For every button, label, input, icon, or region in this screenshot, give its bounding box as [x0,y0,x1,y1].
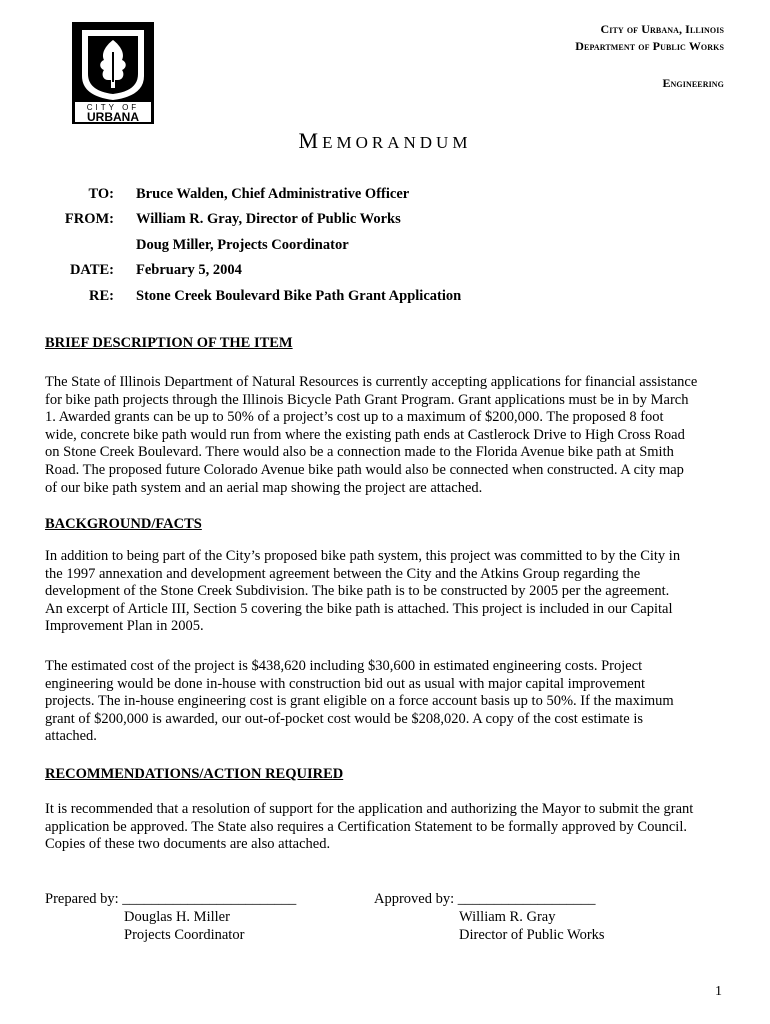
re-label: RE: [89,288,114,304]
recommend-paragraph [45,801,730,854]
memo-title [0,128,770,154]
paragraph-line: of our bike path system and an aerial map showing the project are attached. [45,479,483,496]
paragraph-line: engineering would be done in-house with construction bid out as usual with major capital improvement [45,675,646,692]
paragraph-line: grant of $200,000 is awarded, our out-of-pocket cost would be $208,020. A copy of the cost estimate is [45,710,644,727]
approved-by-name: William R. Gray [459,909,556,925]
background-paragraph-2 [45,658,730,746]
paragraph-line: It is recommended that a resolution of support for the application and authorizing the Mayor to submit the grant [45,801,694,817]
header-department: Department of Public Works [575,39,724,53]
paragraph-line: for bike path projects through the Illinois Bicycle Path Grant Program. Grant applications must be in by March [45,391,689,408]
prepared-by-line: Prepared by: ________________________ [45,891,297,907]
background-heading: BACKGROUND/FACTS [45,516,202,532]
from-label: FROM: [64,211,114,227]
paragraph-line: In addition to being part of the City’s proposed bike path system, this project was committed to by the City in [45,548,681,564]
brief-paragraph [45,374,730,497]
paragraph-line: An excerpt of Article III, Section 5 covering the bike path is attached. This project is included in our Capital [45,600,673,617]
from-value-2: Doug Miller, Projects Coordinator [136,237,349,253]
paragraph-line: projects. The in-house engineering cost is grant eligible on a force account basis up to 50%. If the maximum [45,693,674,710]
approved-by-title: Director of Public Works [459,927,605,943]
from-value-1: William R. Gray, Director of Public Works [136,211,401,227]
date-label: DATE: [69,262,114,278]
paragraph-line: The State of Illinois Department of Natural Resources is currently accepting applications for financial assistance [45,374,698,390]
paragraph-line: wide, concrete bike path would run from where the existing path ends at Castlerock Drive to High Cross Road [45,426,685,443]
paragraph-line: the 1997 annexation and development agreement between the City and the Atkins Group regarding the [45,565,641,582]
brief-heading: BRIEF DESCRIPTION OF THE ITEM [45,335,293,351]
memo-title-rest: EMORANDUM [322,133,472,152]
paragraph-line: Road. The proposed future Colorado Avenue bike path would also be connected when constructed. A city map [45,461,684,478]
to-value: Bruce Walden, Chief Administrative Officer [136,186,410,202]
paragraph-line: The estimated cost of the project is $438,620 including $30,600 in estimated engineering costs. Project [45,658,643,674]
paragraph-line: on Stone Creek Boulevard. There would also be a connection made to the Florida Avenue bike path at Smith [45,444,674,461]
approved-by-line: Approved by: ___________________ [374,891,596,907]
header-division: Engineering [662,76,724,90]
paragraph-line: attached. [45,728,97,745]
date-value: February 5, 2004 [136,262,242,278]
prepared-by-title: Projects Coordinator [124,927,245,943]
header-city: City of Urbana, Illinois [600,22,724,36]
re-value: Stone Creek Boulevard Bike Path Grant Application [136,288,462,304]
prepared-by-name: Douglas H. Miller [124,909,230,925]
logo-text-bottom: URBANA [87,110,139,124]
logo-text-top: CITY OF [86,103,140,112]
paragraph-line: Copies of these two documents are also attached. [45,836,331,853]
memo-title-initial: M [298,128,323,153]
to-label: TO: [88,186,114,202]
city-of-urbana-logo-icon [72,22,154,124]
paragraph-line: application be approved. The State also requires a Certification Statement to be formally approved by Council. [45,818,687,835]
city-logo [72,22,154,124]
paragraph-line: development of the Stone Creek Subdivision. The bike path is to be constructed by 2005 per the agreement. [45,583,670,600]
paragraph-line: Improvement Plan in 2005. [45,618,204,635]
page-number: 1 [715,984,722,999]
recommend-heading: RECOMMENDATIONS/ACTION REQUIRED [45,766,344,782]
paragraph-line: 1. Awarded grants can be up to 50% of a project’s cost up to a maximum of $200,000. The proposed 8 foot [45,409,664,426]
background-paragraph-1 [45,548,730,636]
